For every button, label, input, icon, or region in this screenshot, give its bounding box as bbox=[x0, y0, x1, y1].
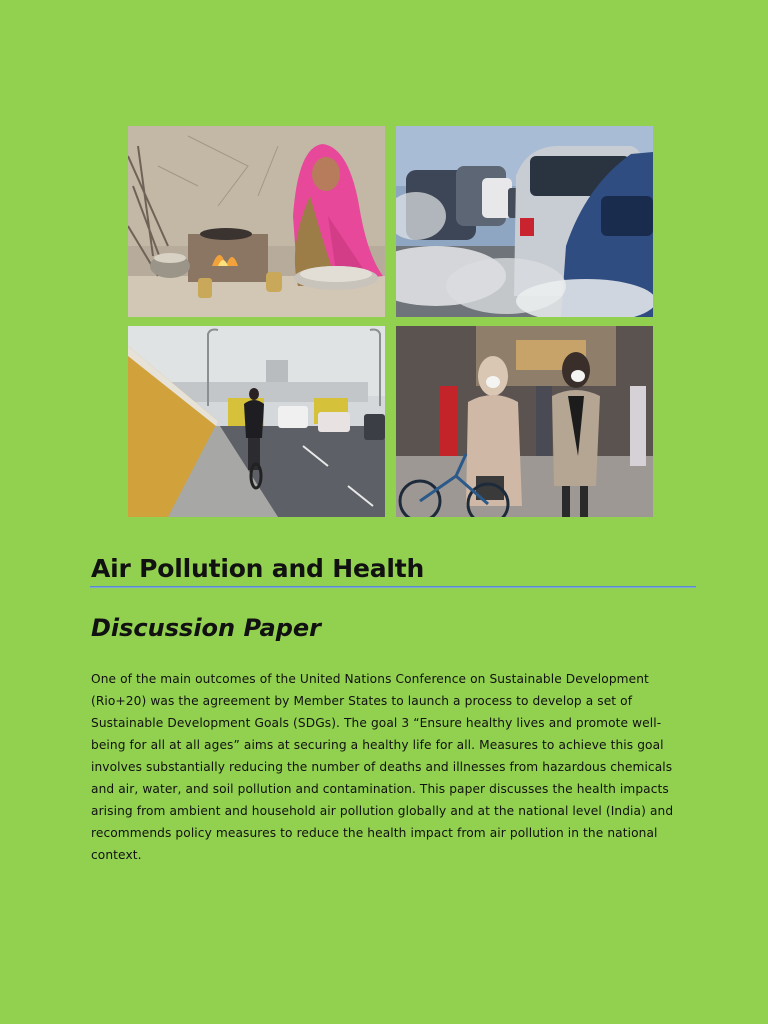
photo-cyclist-road bbox=[128, 326, 385, 517]
title-underline bbox=[90, 586, 696, 588]
photo-traffic-exhaust bbox=[396, 126, 653, 317]
body-paragraph: One of the main outcomes of the United Nations Conference on Sustainable Development (Rio+20) was the agreement by Member States to launch a process to develop a set of Sustainable Development Goals (SDGs). The goal 3 “Ensure healthy lives and promote well-being for all at all ages” aims at securing a healthy life for all. Measures to achieve this goal involves substantially reducing the number of deaths and illnesses from hazardous chemicals and air, water, and soil pollution and contamination. This paper discusses the health impacts arising from ambient and household air pollution globally and at the national level (India) and recommends policy measures to reduce the health impact from air pollution in the national context. bbox=[91, 672, 674, 862]
document-title: Air Pollution and Health bbox=[91, 554, 425, 583]
photo-masked-pedestrians bbox=[396, 326, 653, 517]
document-subtitle: Discussion Paper bbox=[91, 614, 322, 642]
photo-household-cooking bbox=[128, 126, 385, 317]
